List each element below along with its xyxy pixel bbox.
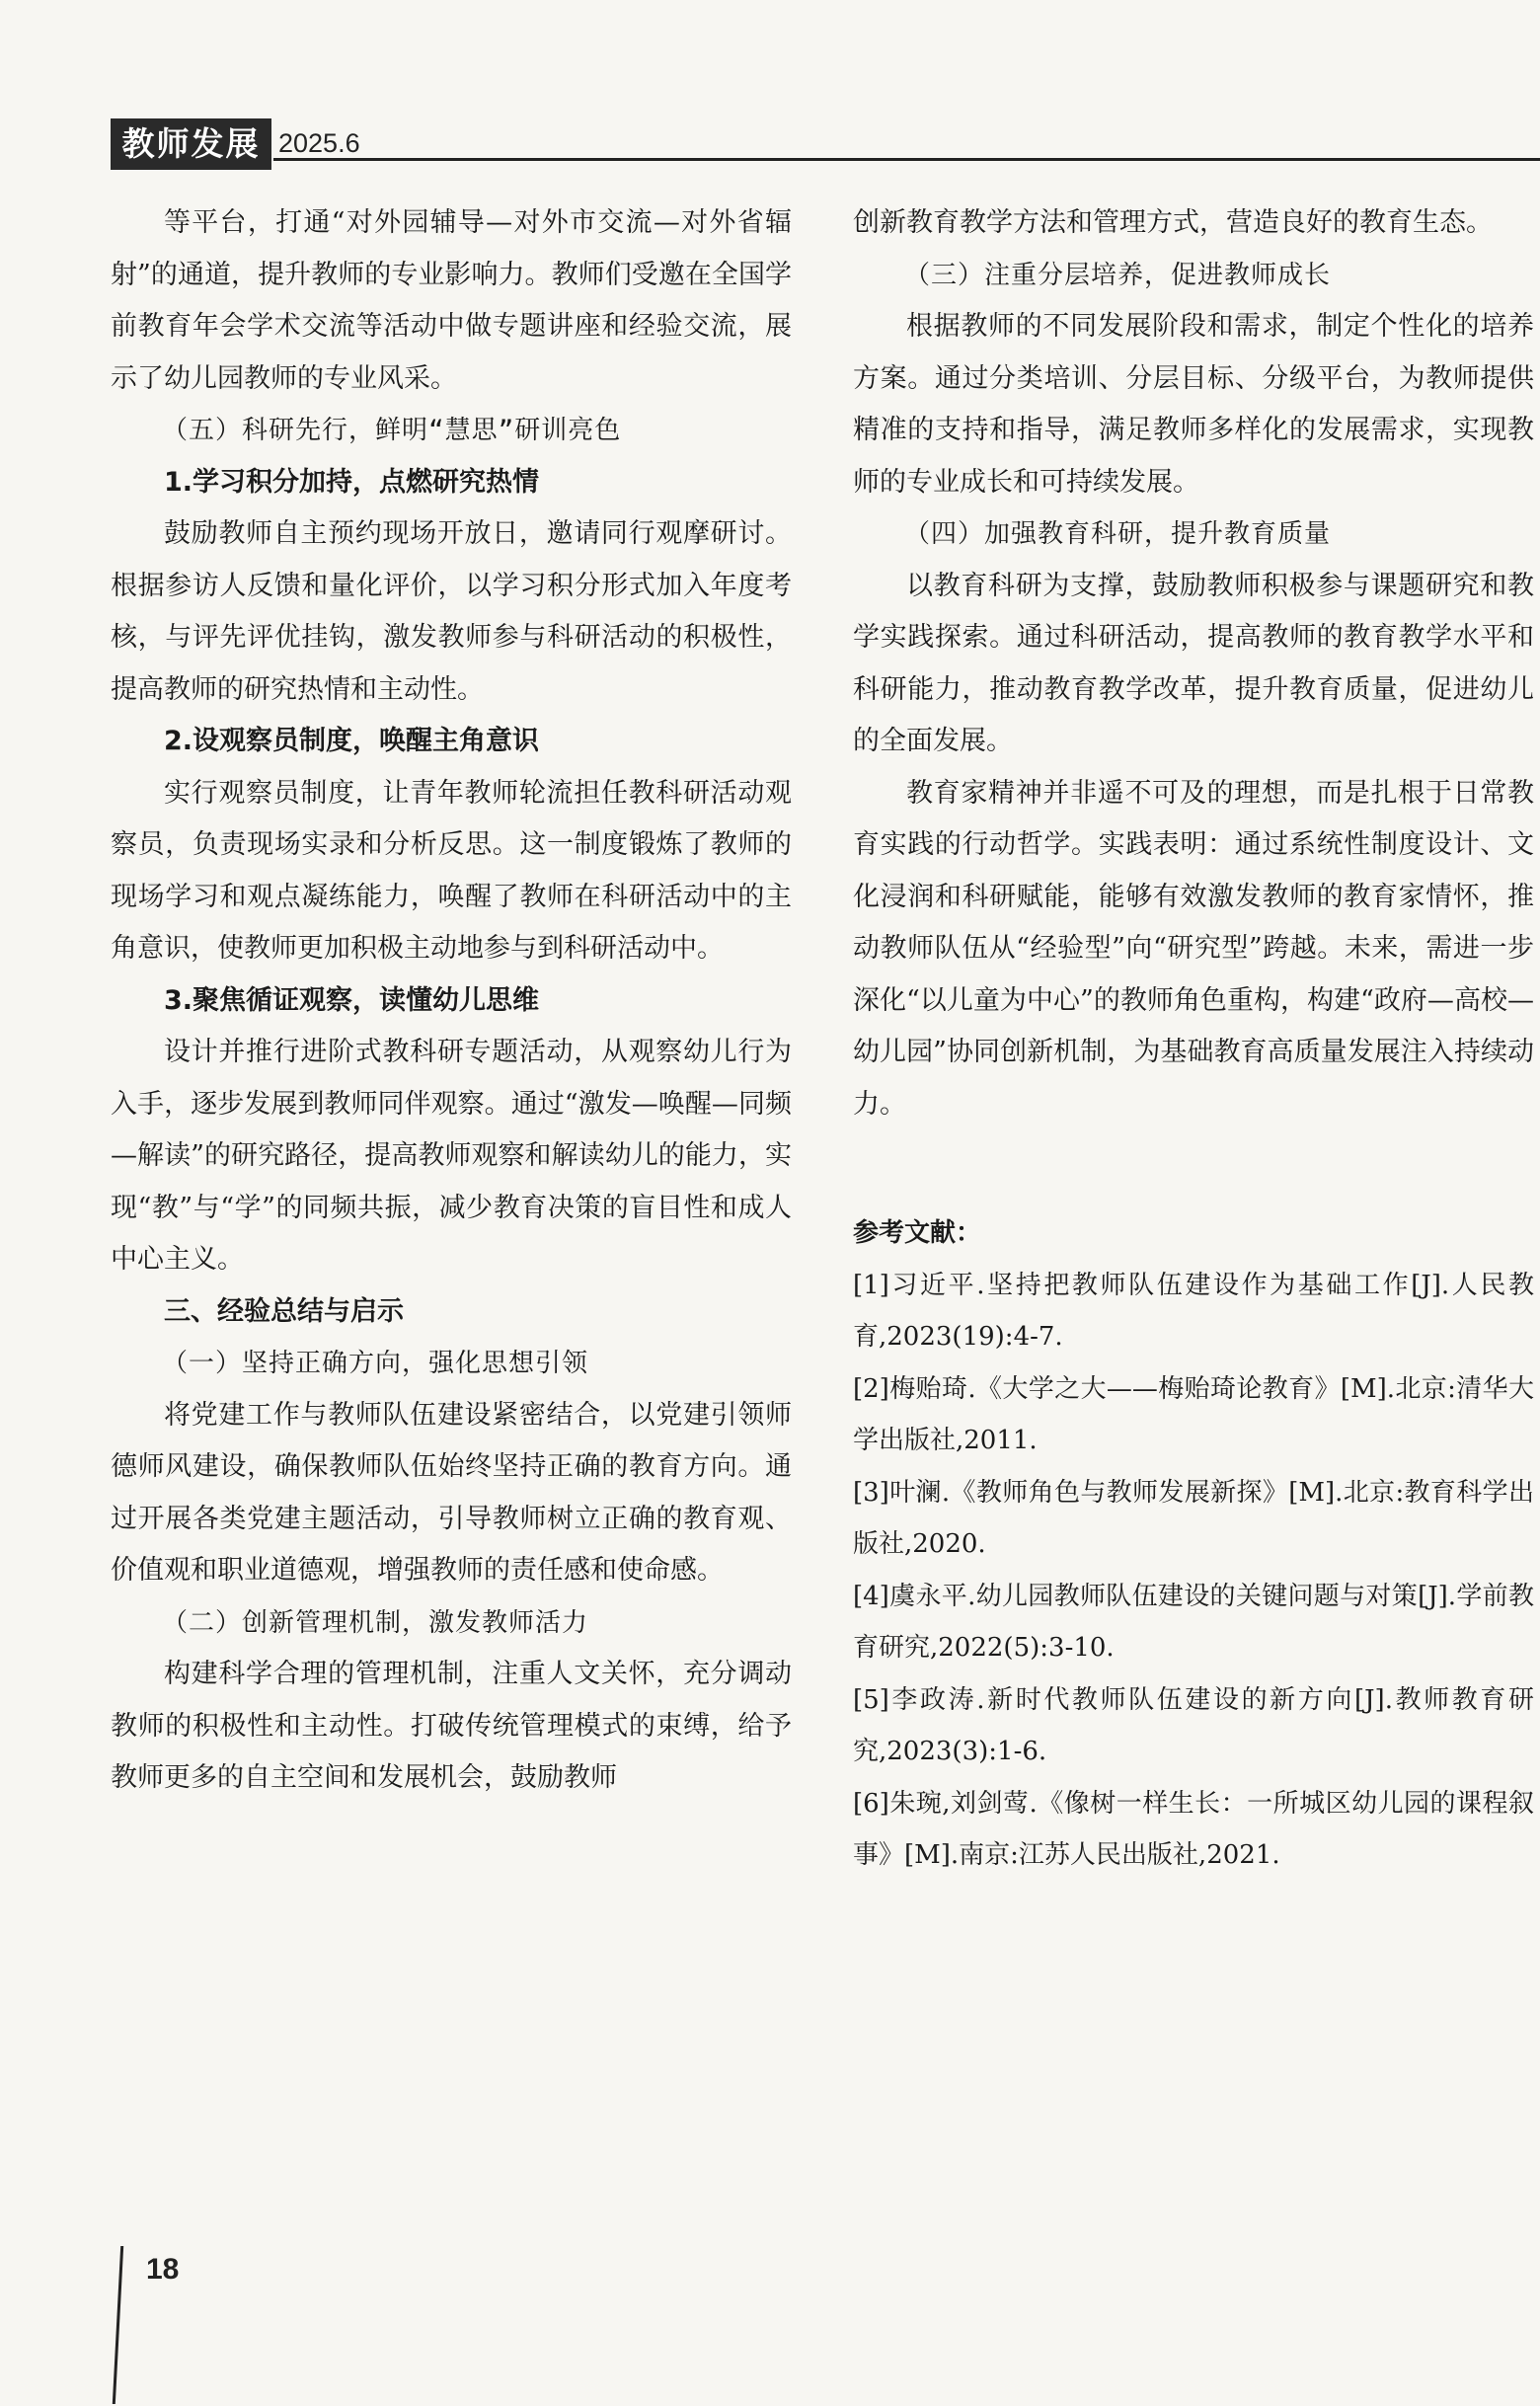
section-subheading: （二）创新管理机制，激发教师活力 xyxy=(162,1607,589,1638)
paragraph: 鼓励教师自主预约现场开放日，邀请同行观摩研讨。根据参访人反馈和量化评价，以学习积分形式加入年度考核，与评先评优挂钩，激发教师参与科研活动的积极性，提高教师的研究热情和主动性。 xyxy=(111,518,792,705)
section-heading: 三、经验总结与启示 xyxy=(164,1295,404,1327)
paragraph: 根据教师的不同发展阶段和需求，制定个性化的培养方案。通过分类培训、分层目标、分级平台，为教师提供精准的支持和指导，满足教师多样化的发展需求，实现教师的专业成长和可持续发展。 xyxy=(853,311,1534,498)
reference-item: [6]朱琬,刘剑莺.《像树一样生长：一所城区幼儿园的课程叙事》[M].南京:江苏人民出版社,2021. xyxy=(853,1788,1534,1870)
section-subheading: （三）注重分层培养，促进教师成长 xyxy=(904,260,1332,290)
paragraph: 实行观察员制度，让青年教师轮流担任教科研活动观察员，负责现场实录和分析反思。这一制度锻炼了教师的现场学习和观点凝练能力，唤醒了教师在科研活动中的主角意识，使教师更加积极主动地参与到科研活动中。 xyxy=(111,777,792,964)
section-subheading: （四）加强教育科研，提升教育质量 xyxy=(904,519,1332,549)
section-subheading: （五）科研先行，鲜明“慧思”研训亮色 xyxy=(162,416,622,445)
reference-item: [2]梅贻琦.《大学之大——梅贻琦论教育》[M].北京:清华大学出版社,2011. xyxy=(853,1373,1534,1455)
paragraph: 将党建工作与教师队伍建设紧密结合，以党建引领师德师风建设，确保教师队伍始终坚持正确的教育方向。通过开展各类党建主题活动，引导教师树立正确的教育观、价值观和职业道德观，增强教师的责任感和使命感。 xyxy=(111,1399,792,1586)
numbered-heading: 2.设观察员制度，唤醒主角意识 xyxy=(164,726,540,756)
journal-logo: 教师发展 xyxy=(111,118,271,170)
paragraph: 教育家精神并非遥不可及的理想，而是扎根于日常教育实践的行动哲学。实践表明：通过系统性制度设计、文化浸润和科研赋能，能够有效激发教师的教育家情怀，推动教师队伍从“经验型”向“研究型”跨越。未来，需进一步深化“以儿童为中心”的教师角色重构，构建“政府—高校—幼儿园”协同创新机制，为基础教育高质量发展注入持续动力。 xyxy=(853,777,1534,1120)
references xyxy=(853,1207,1534,1882)
reference-item: [4]虞永平.幼儿园教师队伍建设的关键问题与对策[J].学前教育研究,2022(5):3-10. xyxy=(853,1581,1534,1663)
paragraph-continued: 创新教育教学方法和管理方式，营造良好的教育生态。 xyxy=(853,207,1493,238)
paragraph: 以教育科研为支撑，鼓励教师积极参与课题研究和教学实践探索。通过科研活动，提高教师的教育教学水平和科研能力，推动教育教学改革，提升教育质量，促进幼儿的全面发展。 xyxy=(853,570,1534,756)
numbered-heading: 3.聚焦循证观察，读懂幼儿思维 xyxy=(164,984,540,1016)
paragraph: 构建科学合理的管理机制，注重人文关怀，充分调动教师的积极性和主动性。打破传统管理模式的束缚，给予教师更多的自主空间和发展机会，鼓励教师 xyxy=(111,1659,792,1793)
issue-number: 2025.6 xyxy=(278,128,360,158)
references-list xyxy=(853,1260,1534,1882)
right-column xyxy=(853,197,1534,1130)
section-subheading: （一）坚持正确方向，强化思想引领 xyxy=(162,1349,589,1378)
references-title: 参考文献： xyxy=(853,1218,982,1248)
page-number: 18 xyxy=(146,2253,180,2286)
header-rule xyxy=(273,158,1540,161)
reference-item: [1]习近平.坚持把教师队伍建设作为基础工作[J].人民教育,2023(19):4-7. xyxy=(853,1270,1534,1352)
paragraph: 等平台，打通“对外园辅导—对外市交流—对外省辐射”的通道，提升教师的专业影响力。教师们受邀在全国学前教育年会学术交流等活动中做专题讲座和经验交流，展示了幼儿园教师的专业风采。 xyxy=(111,207,792,394)
left-column xyxy=(111,197,792,1805)
numbered-heading: 1.学习积分加持，点燃研究热情 xyxy=(164,466,540,498)
reference-item: [3]叶澜.《教师角色与教师发展新探》[M].北京:教育科学出版社,2020. xyxy=(853,1477,1534,1559)
page-margin-rule xyxy=(113,2246,123,2404)
reference-item: [5]李政涛.新时代教师队伍建设的新方向[J].教师教育研究,2023(3):1-6. xyxy=(853,1684,1534,1766)
page-header xyxy=(111,118,1540,170)
paragraph: 设计并推行进阶式教科研专题活动，从观察幼儿行为入手，逐步发展到教师同伴观察。通过“激发—唤醒—同频—解读”的研究路径，提高教师观察和解读幼儿的能力，实现“教”与“学”的同频共振，减少教育决策的盲目性和成人中心主义。 xyxy=(111,1037,792,1275)
